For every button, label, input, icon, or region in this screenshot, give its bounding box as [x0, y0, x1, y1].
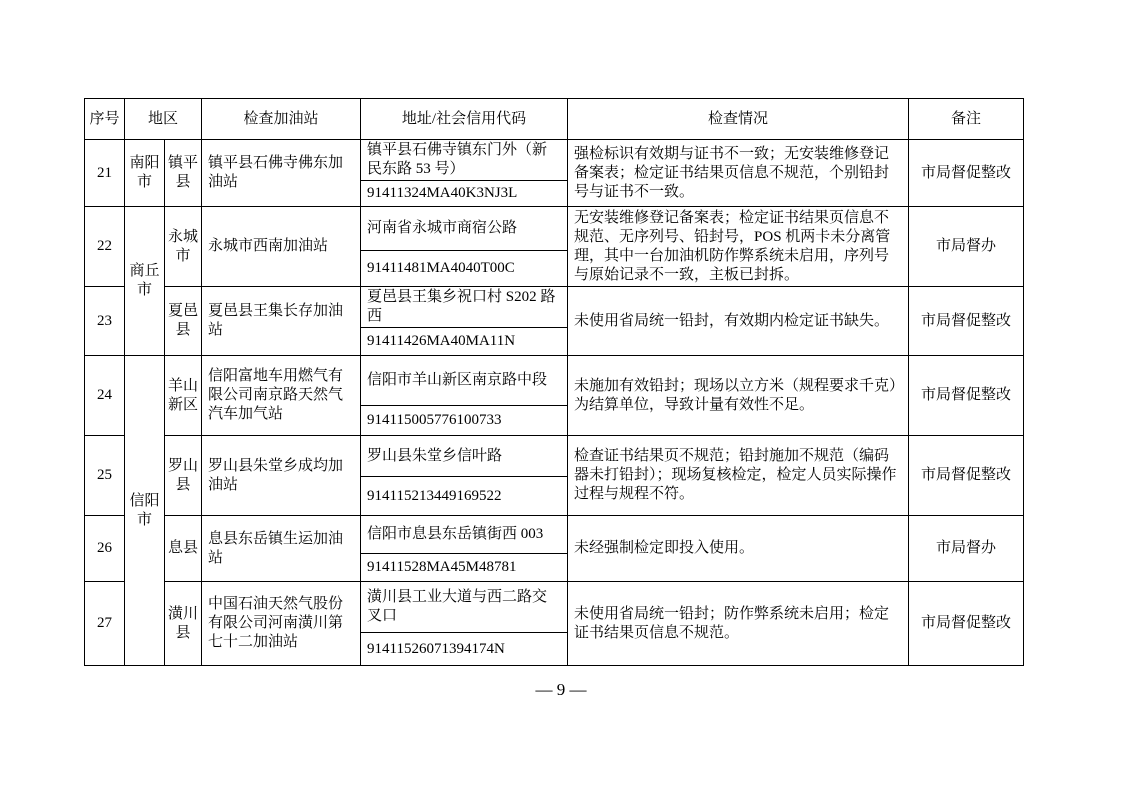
table-row: [85, 582, 1024, 633]
city-cell: 商丘市: [125, 207, 165, 356]
seq-cell: 21: [85, 140, 125, 207]
remarks-cell: 市局督促整改: [909, 582, 1024, 666]
remarks-cell: 市局督促整改: [909, 436, 1024, 516]
header-address: 地址/社会信用代码: [361, 99, 568, 140]
address-cell: 潢川县工业大道与西二路交叉口: [361, 582, 568, 633]
remarks-cell: 市局督促整改: [909, 287, 1024, 356]
findings-cell: 未使用省局统一铅封，有效期内检定证书缺失。: [568, 287, 909, 356]
county-cell: 永城市: [165, 207, 202, 287]
station-cell: 罗山县朱堂乡成均加油站: [202, 436, 361, 516]
seq-cell: 26: [85, 516, 125, 582]
county-cell: 羊山新区: [165, 356, 202, 436]
table-row: [85, 436, 1024, 477]
seq-cell: 24: [85, 356, 125, 436]
address-cell: 罗山县朱堂乡信叶路: [361, 436, 568, 477]
county-cell: 息县: [165, 516, 202, 582]
findings-cell: 无安装维修登记备案表；检定证书结果页信息不规范、无序列号、铅封号，POS 机两卡未分离管理，其中一台加油机防作弊系统未启用，序列号与原始记录不一致，主板已封拆。: [568, 207, 909, 287]
city-cell: 南阳市: [125, 140, 165, 207]
header-region: 地区: [125, 99, 202, 140]
table-row: [85, 287, 1024, 328]
credit-code-cell: 91411324MA40K3NJ3L: [361, 181, 568, 207]
address-cell: 信阳市息县东岳镇街西 003: [361, 516, 568, 554]
remarks-cell: 市局督促整改: [909, 140, 1024, 207]
header-seq: 序号: [85, 99, 125, 140]
findings-cell: 强检标识有效期与证书不一致；无安装维修登记备案表；检定证书结果页信息不规范，个别铅封号与证书不一致。: [568, 140, 909, 207]
credit-code-cell: 91411528MA45M48781: [361, 554, 568, 582]
station-cell: 镇平县石佛寺佛东加油站: [202, 140, 361, 207]
header-row: [85, 99, 1024, 140]
table-row: [85, 356, 1024, 406]
credit-code-cell: 91411481MA4040T00C: [361, 251, 568, 287]
header-findings: 检查情况: [568, 99, 909, 140]
credit-code-cell: 914115213449169522: [361, 477, 568, 516]
address-cell: 镇平县石佛寺镇东门外（新民东路 53 号）: [361, 140, 568, 181]
station-cell: 信阳富地车用燃气有限公司南京路天然气汽车加气站: [202, 356, 361, 436]
seq-cell: 23: [85, 287, 125, 356]
credit-code-cell: 91411526071394174N: [361, 633, 568, 666]
city-cell: 信阳市: [125, 356, 165, 666]
address-cell: 夏邑县王集乡祝口村 S202 路西: [361, 287, 568, 328]
findings-cell: 未使用省局统一铅封；防作弊系统未启用；检定证书结果页信息不规范。: [568, 582, 909, 666]
findings-cell: 检查证书结果页不规范；铅封施加不规范（编码器未打铅封）；现场复核检定，检定人员实际操作过程与规程不符。: [568, 436, 909, 516]
address-cell: 河南省永城市商宿公路: [361, 207, 568, 251]
findings-cell: 未施加有效铅封；现场以立方米（规程要求千克）为结算单位，导致计量有效性不足。: [568, 356, 909, 436]
county-cell: 夏邑县: [165, 287, 202, 356]
credit-code-cell: 914115005776100733: [361, 406, 568, 436]
station-cell: 息县东岳镇生运加油站: [202, 516, 361, 582]
page-number: — 9 —: [535, 680, 587, 699]
county-cell: 罗山县: [165, 436, 202, 516]
remarks-cell: 市局督促整改: [909, 356, 1024, 436]
header-remarks: 备注: [909, 99, 1024, 140]
table-row: [85, 207, 1024, 251]
county-cell: 潢川县: [165, 582, 202, 666]
seq-cell: 25: [85, 436, 125, 516]
seq-cell: 27: [85, 582, 125, 666]
seq-cell: 22: [85, 207, 125, 287]
inspection-table: [84, 98, 1024, 666]
address-cell: 信阳市羊山新区南京路中段: [361, 356, 568, 406]
header-station: 检查加油站: [202, 99, 361, 140]
remarks-cell: 市局督办: [909, 516, 1024, 582]
credit-code-cell: 91411426MA40MA11N: [361, 328, 568, 356]
station-cell: 永城市西南加油站: [202, 207, 361, 287]
table-row: [85, 516, 1024, 554]
remarks-cell: 市局督办: [909, 207, 1024, 287]
station-cell: 夏邑县王集长存加油站: [202, 287, 361, 356]
station-cell: 中国石油天然气股份有限公司河南潢川第七十二加油站: [202, 582, 361, 666]
table-row: [85, 140, 1024, 181]
county-cell: 镇平县: [165, 140, 202, 207]
findings-cell: 未经强制检定即投入使用。: [568, 516, 909, 582]
